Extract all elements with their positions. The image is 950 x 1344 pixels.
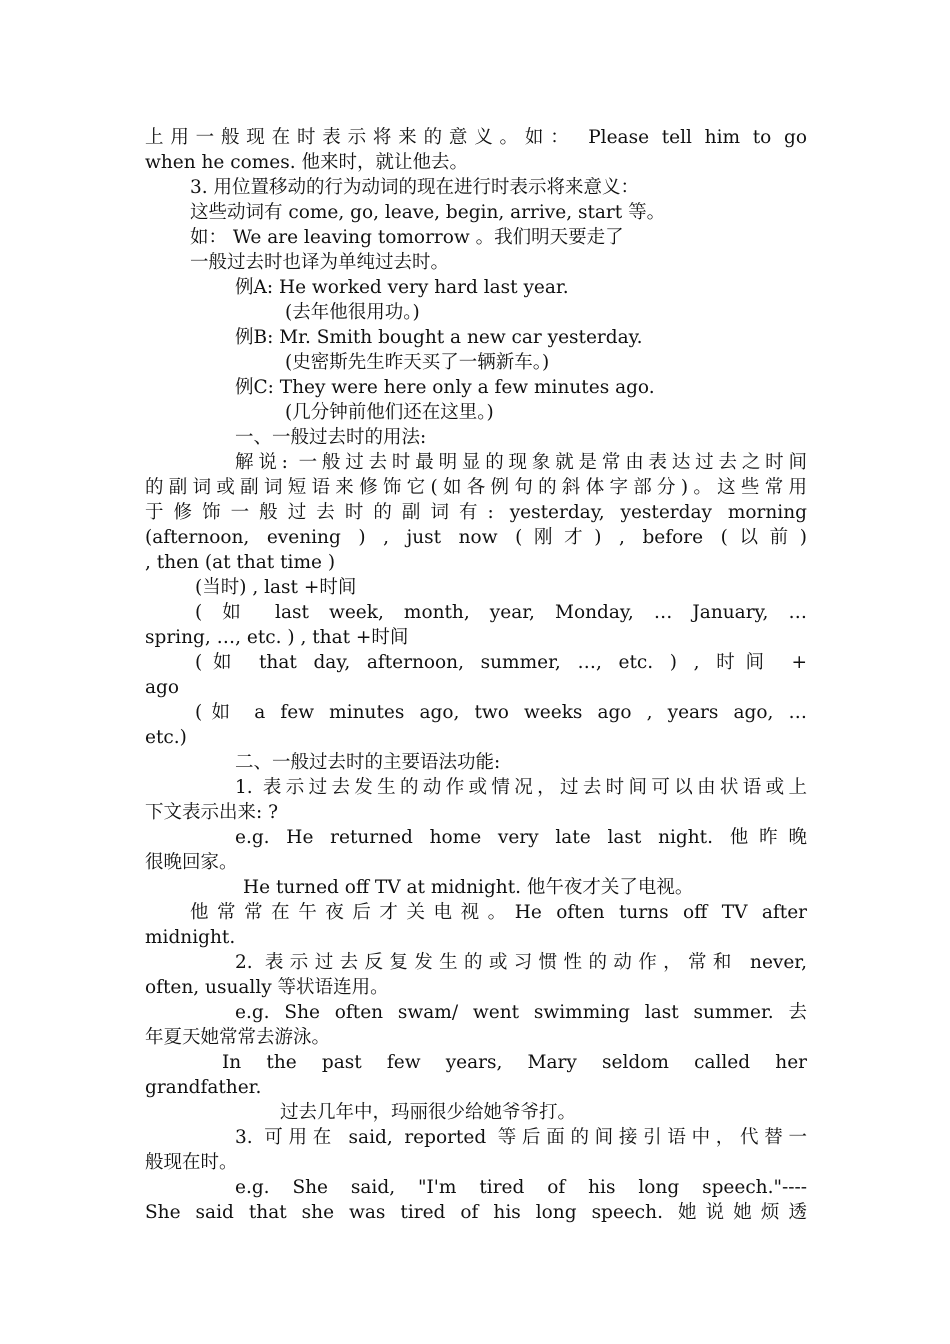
- text-line: She said that she was tired of his long speech. 她说她烦透: [145, 1202, 807, 1223]
- text-line: 例A: He worked very hard last year.: [235, 277, 569, 298]
- text-line: 2. 表示过去反复发生的或习惯性的动作，常和 never,: [235, 952, 807, 973]
- text-line: 3. 用位置移动的行为动词的现在进行时表示将来意义：: [190, 177, 640, 198]
- text-line: midnight.: [145, 927, 236, 948]
- text-line: 于修饰一般过去时的副词有: yesterday, yesterday morning: [145, 502, 807, 523]
- text-line: grandfather.: [145, 1077, 262, 1098]
- text-line: 这些动词有 come, go, leave, begin, arrive, start 等。: [190, 202, 666, 223]
- text-line: 例C: They were here only a few minutes ago.: [235, 377, 655, 398]
- text-line: 解说: 一般过去时最明显的现象就是常由表达过去之时间: [235, 452, 807, 473]
- text-line: e.g. She often swam/ went swimming last summer. 去: [235, 1002, 807, 1023]
- text-line: 的副词或副词短语来修饰它(如各例句的斜体字部分)。这些常用: [145, 477, 807, 498]
- text-line: etc.): [145, 727, 187, 748]
- text-line: e.g. He returned home very late last night. 他昨晚: [235, 827, 807, 848]
- text-line: 年夏天她常常去游泳。: [145, 1027, 331, 1048]
- text-line: when he comes. 他来时，就让他去。: [145, 152, 468, 173]
- text-line: 例B: Mr. Smith bought a new car yesterday.: [235, 327, 643, 348]
- text-line: 如： We are leaving tomorrow 。我们明天要走了: [190, 227, 624, 248]
- text-line: 1. 表示过去发生的动作或情况，过去时间可以由状语或上: [235, 777, 807, 798]
- text-line: often, usually 等状语连用。: [145, 977, 389, 998]
- text-line: 过去几年中，玛丽很少给她爷爷打。: [280, 1102, 577, 1123]
- text-line: 下文表示出来: ?: [145, 802, 279, 823]
- section-heading: 一、一般过去时的用法:: [235, 427, 427, 448]
- text-line: 上用一般现在时表示将来的意义。如： Please tell him to go: [145, 127, 807, 148]
- text-line: , then (at that time ): [145, 552, 336, 573]
- text-line: (如 a few minutes ago, two weeks ago , years ago, …: [195, 702, 807, 723]
- text-line: 3. 可用在 said, reported 等后面的间接引语中，代替一: [235, 1127, 807, 1148]
- text-line: 般现在时。: [145, 1152, 238, 1173]
- text-line: 一般过去时也译为单纯过去时。: [190, 252, 450, 273]
- text-line: (afternoon, evening ) , just now (刚才) , before (以前): [145, 527, 807, 548]
- text-line: ago: [145, 677, 180, 698]
- text-line: 他常常在午夜后才关电视。He often turns off TV after: [190, 902, 807, 923]
- text-line: In the past few years, Mary seldom called her: [222, 1052, 807, 1073]
- text-line: spring, …, etc. ) , that +时间: [145, 627, 409, 648]
- text-line: 很晚回家。: [145, 852, 238, 873]
- text-line: (史密斯先生昨天买了一辆新车。): [285, 352, 550, 373]
- text-line: e.g. She said, "I'm tired of his long speech."----: [235, 1177, 807, 1198]
- text-line: (去年他很用功。): [285, 302, 420, 323]
- text-line: (如 that day, afternoon, summer, …, etc. ) , 时间 +: [195, 652, 807, 673]
- text-line: (几分钟前他们还在这里。): [285, 402, 494, 423]
- text-line: He turned off TV at midnight. 他午夜才关了电视。: [243, 877, 694, 898]
- text-line: (当时) , last +时间: [195, 577, 357, 598]
- section-heading: 二、一般过去时的主要语法功能:: [235, 752, 501, 773]
- text-line: ( 如 last week, month, year, Monday, … January, …: [195, 602, 807, 623]
